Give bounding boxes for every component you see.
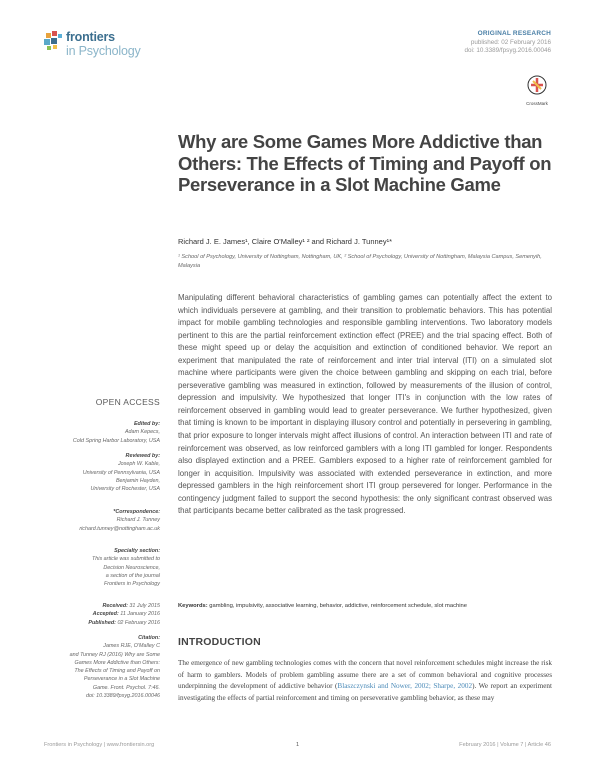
page-number: 1 [296,742,300,748]
crossmark-label: CrossMark [526,101,548,106]
open-access-label: OPEN ACCESS [95,397,160,407]
citation-label: Citation: [138,635,160,641]
editor-line: Cold Spring Harbor Laboratory, USA [72,437,160,444]
section-heading-introduction: INTRODUCTION [178,636,261,648]
reviewed-by-label: Reviewed by: [125,453,160,459]
citation-line: Perseverance in a Slot Machine [83,676,160,683]
correspondence [30,508,160,533]
specialty-section [30,547,160,588]
edited-by [30,420,160,445]
journal-logo [44,28,164,62]
affiliations: ¹ School of Psychology, University of Nottingham, Nottingham, UK, ² School of Psychology, University of Nottingham, Malaysia Campus, Semenyih, Malaysia [178,254,542,269]
intro-text-part2: ). We report an experiment investigating the effects of partial reinforcement and timing on perseverative gambling behavior, as these may [178,682,553,702]
keywords-text: gambling, impulsivity, associative learning, behavior, addictive, reinforcement schedule, slot machine [209,603,467,609]
frontiers-logo-icon [44,31,64,51]
citation-line: James RJE, O'Malley C [103,643,160,650]
published-date-sidebar: 02 February 2016 [117,619,160,626]
accepted-date: 11 January 2016 [120,611,160,618]
specialty-line: This article was submitted to [91,556,160,563]
specialty-line: Decision Neuroscience, [103,564,160,571]
correspondence-label: *Correspondence: [113,509,160,515]
specialty-line: a section of the journal [105,572,160,579]
logo-line2: in Psychology [66,44,141,58]
received-date: 31 July 2015 [129,603,160,609]
keywords-label: Keywords: [178,603,208,609]
introduction-text [178,658,552,704]
specialty-label: Specialty section: [114,548,160,554]
doi[interactable]: doi: 10.3389/fpsyg.2016.00046 [464,47,551,54]
citation-line: The Effects of Timing and Payoff on [74,668,160,675]
dates [30,602,160,627]
author-list: Richard J. E. James¹, Claire O'Malley¹ ² and Richard J. Tunney¹* [178,237,393,246]
citation-line: and Tunney RJ (2016) Why are Some [69,651,160,658]
published-date: published: 02 February 2016 [470,38,551,46]
reviewer-line: University of Rochester, USA [90,486,160,493]
corr-email[interactable]: richard.tunney@nottingham.ac.uk [79,525,160,532]
specialty-line: Frontiers in Psychology [103,581,160,588]
reviewer-line: Benjamin Hayden, [115,477,160,484]
article-meta [465,30,551,56]
intro-text-part1: The emergence of new gambling technologies comes with the concern that novel reinforcement schedules might increase the risk of harm to gamblers. Models of problem gambling assume there are a set of common behavioral and cognitive processes underpinning the development of addictive behavior ( [178,659,552,691]
abstract: Manipulating different behavioral characteristics of gambling games can potentially affect the extent to which individuals persevere at gambling, and their transition to problematic behaviors. This has potential impact for mobile gambling technologies and responsible gambling interventions. Two laboratory models pertinent to this are the partial reinforcement extinction effect (PREE) and the trial spacing effect. Both of these might speed up or delay the acquisition and extinction of conditioned behavior. We report an experiment that manipulated the rate of reinforcement and inter trial interval (ITI) on a simulated slot machine where participants were given the choice between gambling and skipping on each trial, before perseverative gambling was measured in extinction, followed by measurements of the illusion of control, depression and impulsivity. We hypothesized that longer ITI's in conjunction with the low rates of reinforcement observed in gambling would lead to greater perseverance. We further hypothesized, given that timing is known to be important in displaying illusory control and potentially in persevering in gambling, that prior exposure to longer intervals might affect illusions of control. An interaction between ITI and rate of reinforcement was observed, as low reinforced gamblers with a long ITI gambled for longer. Respondents also displayed extinction and a PREE. Gamblers exposed to a higher rate of reinforcement gambled for longer in acquisition. Impulsivity was associated with extended perseverance in extinction, and more depressed gamblers in the high reinforcement short ITI group persevered for longer. Performance in the contingency judgment failed to support the second hypothesis: the only significant contrast observed was that participants became better calibrated as the task progressed. [178,293,552,516]
citation [30,634,160,700]
corr-author: Richard J. Tunney [116,517,160,524]
reviewer-line: Joseph W. Kable, [117,461,160,468]
citation-line: doi: 10.3389/fpsyg.2016.00046 [85,693,160,700]
logo-line1: frontiers [66,30,115,44]
article-type: ORIGINAL RESEARCH [477,30,551,37]
citation-line: Game. Front. Psychol. 7:46. [92,684,160,691]
reviewer-line: University of Pennsylvania, USA [82,469,160,476]
accepted-label: Accepted: [92,611,119,618]
article-title: Why are Some Games More Addictive than Others: The Effects of Timing and Payoff on Perseverance in a Slot Machine Game [178,131,552,195]
reviewed-by [30,452,160,493]
crossmark-badge[interactable] [524,75,550,106]
citation-link[interactable]: Blaszczynski and Nower, 2002; Sharpe, 2002 [337,682,473,691]
received-label: Received: [102,603,128,609]
edited-by-label: Edited by: [133,421,160,427]
footer-volume: February 2016 | Volume 7 | Article 46 [459,742,551,748]
crossmark-icon [527,75,547,95]
citation-line: Games More Addictive than Others: [74,659,160,666]
footer-journal[interactable]: Frontiers in Psychology | www.frontiersin.org [44,742,155,748]
published-label: Published: [88,619,116,626]
editor-line: Adam Kepecs, [124,429,160,436]
keywords [178,603,552,609]
